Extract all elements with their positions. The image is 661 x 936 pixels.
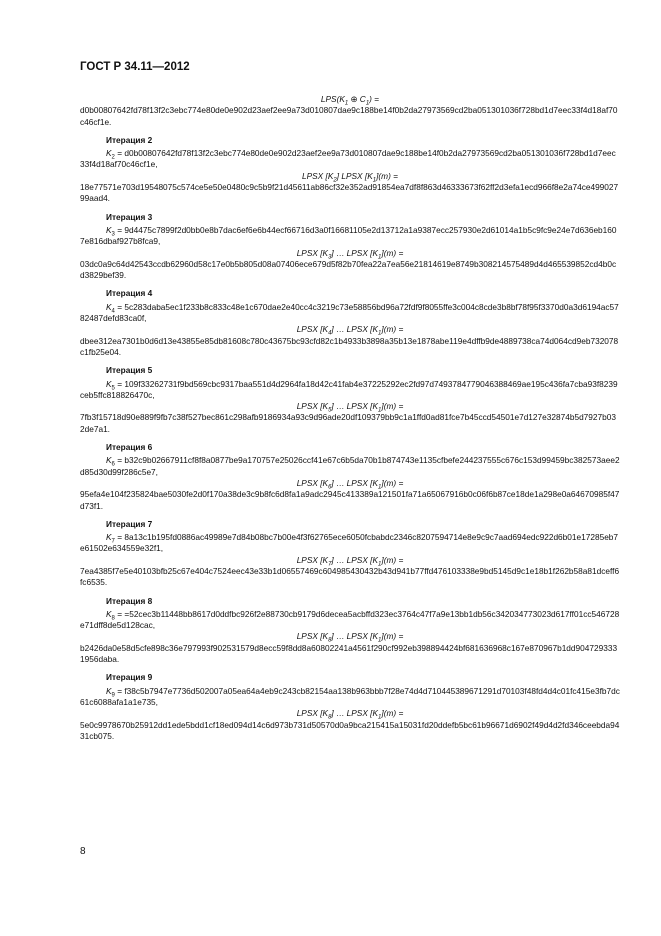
iteration-title: Итерация 8: [106, 595, 153, 606]
iteration-formula: LPSX $[K_6]$ … LPSX $[K_1](m)$ =: [296, 477, 404, 491]
iteration-result: 95efa4e104f235824bae5030fe2d0f170a38de3c9b8fc6d8fa1a9adc2945c413389a121501fa71a65067916b0c06f6b87ce18de1a298e0a64670985f47d73f1.: [80, 489, 620, 511]
page-number: 8: [80, 846, 86, 857]
iteration-block: [80, 365, 620, 435]
iteration-block: [80, 519, 620, 589]
iteration-key: $K_4$ = 5c283daba5ec1f233b8c833c48e1c670dae2e40cc4c3219c73e58856bd96a72fdf9f8055ffe3c004c8cde3b8bf78f95f3370d0a3d6194ac5782487defd83ca0f,: [80, 301, 619, 324]
iteration-title: Итерация 4: [106, 288, 153, 299]
iteration-key: $K_6$ = b32c9b02667911cf8f8a0877be9a170757e25026ccf41e67c6b5da70b1b874743e1135cfbefe244237555c676c153d99459bc382573aee2d85d30d99f286c5e7,: [80, 455, 620, 477]
intro-formula: $LPS(K_1$ ⊕ $C_1$) =: [320, 94, 380, 107]
iteration-key: $K_2 = d0b00807642fd78f13f2c3ebc774e80de0e902d23aef2ee9a73d010807dae9c188be14f0b2da27973569cd2ba051301036f728bd1d7eec33f4d18af7$0c46cf1e,: [80, 148, 616, 170]
standard-header: ГОСТ Р 34.11—2012: [80, 61, 190, 73]
iteration-block: [80, 596, 620, 666]
iteration-key: $K_9 = f38c5b7947e7736d502007a05ea64a4eb9c243cb82154aa138b963bbb7f28e74d4d710445389671291d70103f48fd4d4c01fc415e3fb7dc61c6088af$a1a1e735,: [80, 685, 620, 707]
iteration-block: [80, 442, 620, 512]
iteration-title: Итерация 9: [106, 672, 153, 683]
iteration-block: [80, 288, 620, 358]
iteration-title: Итерация 3: [106, 211, 153, 222]
document-body: [80, 94, 620, 742]
iteration-title: Итерация 7: [106, 518, 153, 529]
iteration-formula: LPSX $[K_7]$ … LPSX $[K_1](m)$ =: [296, 554, 404, 568]
iteration-result: 7fb3f15718d90e889f9fb7c38f527bec861c298afb9186934a93c9d96ade20df109379bb9c1a1ffd0ad81fce7b45ccd54501e7d127e32874b5d7927b032de7a1.: [80, 412, 616, 434]
iteration-title: Итерация 2: [106, 134, 153, 145]
intro-value: d0b00807642fd78f13f2c3ebc774e80de0e902d23aef2ee9a73d010807dae9c188be14f0b2da27973569cd2ba051301036f728bd1d7eec33f4d18af70c46cf1e.: [80, 105, 618, 127]
iteration-result: 18e77571e703d19548075c574ce5e50e0480c9c5b9f21d45611ab86cf32e352ad91854ea7df8f863d46333673f62ff2d3efa1ecd966f8e2a74ce49902799aad4.: [80, 182, 619, 204]
iteration-result: 5e0c9978670b25912dd1ede5bdd1cf18ed094d14c6d973b731d50570d0a9bca215415a15031fd20ddefb5bc61b96671d6902f49d4d2fd346ceebda9431cb075.: [80, 719, 620, 741]
iteration-formula: LPSX $[K_5]$ … LPSX $[K_1](m)$ =: [296, 401, 404, 414]
iteration-block: [80, 135, 620, 205]
iteration-key: $K_3$ = 9d4475c7899f2d0bb0e8b7dac6ef6e6b44ecf66716d3a0f16681105e2d13712a1a9387ecc257930e2d61014a1b5c9fc9e24e7d636eb1607e816dbaf927b8fca9,: [80, 224, 617, 247]
iteration-result: b2426da0e58d5cfe898c36e797993f902531579d8ecc59f8dd8a60802241a4561f290cf992eb398894424bf681636968c167e870967b1dd9047293331956daba.: [80, 642, 618, 665]
iteration-result: dbee312ea7301b0d6d13e43855e85db81608c780c43675bc93cfd82c1b4933b3898a35b13e1878abe119e4dffb9de4889738ca74d064cd9eb732078c1fb25e04.: [80, 335, 619, 357]
iteration-formula: LPSX $[K_8]$ … LPSX $[K_1](m)$ =: [296, 708, 404, 721]
iteration-key: $K_5 = 109f33262731f9bd569cbc9317baa551d4d2964fa18d42c41fab4e37225292ec2fd97d7493784779046388469ae195c436fa7cba93f8239ceb5ffc81$8826470c,: [80, 378, 618, 400]
iteration-result: 03dc0a9c64d42543ccdb62960d58c17e0b5b805d08a07406ece679d5f82b70fea22a7ea56e21814619e8749b308214575489d4d465539852cd4b0cd3829bef39.: [80, 258, 617, 281]
iterations-list: [80, 135, 620, 742]
iteration-formula: LPSX $[K_4]$ … LPSX $[K_1](m)$ =: [296, 324, 404, 337]
iteration-block: [80, 212, 620, 282]
iteration-key: $K_8$ = =52cec3b11448bb8617d0ddfbc926f2e88730cb9179d6decea5acbffd323ec3764c47f7a9e13bb1db56c342034773023d617ff01cc546728e71dff8de5d128cac,: [80, 608, 620, 631]
iteration-title: Итерация 5: [106, 365, 153, 376]
iteration-formula: LPSX $[K_2]$ LPSX $[K_1](m)$ =: [302, 170, 398, 184]
iteration-formula: LPSX $[K_8]$ … LPSX $[K_1](m)$ =: [296, 631, 404, 645]
iteration-block: [80, 672, 620, 742]
iteration-formula: LPSX $[K_3]$ … LPSX $[K_1](m)$ =: [296, 247, 404, 261]
iteration-key: $K_7$ = 8a13c1b195fd0886ac49989e7d84b08bc7b00e4f3f62765ece6050fcbabdc2346c8207594714e8e9c9c7aad694edc922d6b01e17285eb7e61502e634559e32f1,: [80, 532, 619, 554]
iteration-title: Итерация 6: [106, 442, 153, 453]
iteration-result: 7ea4385f7e5e40103bfb25c67e404c7524eec43e33b1d06557469c604985430432b43d941b77ffd476103338e9bd5145d9c1e18b1f262b58a81dceff6fc6535.: [80, 565, 620, 588]
